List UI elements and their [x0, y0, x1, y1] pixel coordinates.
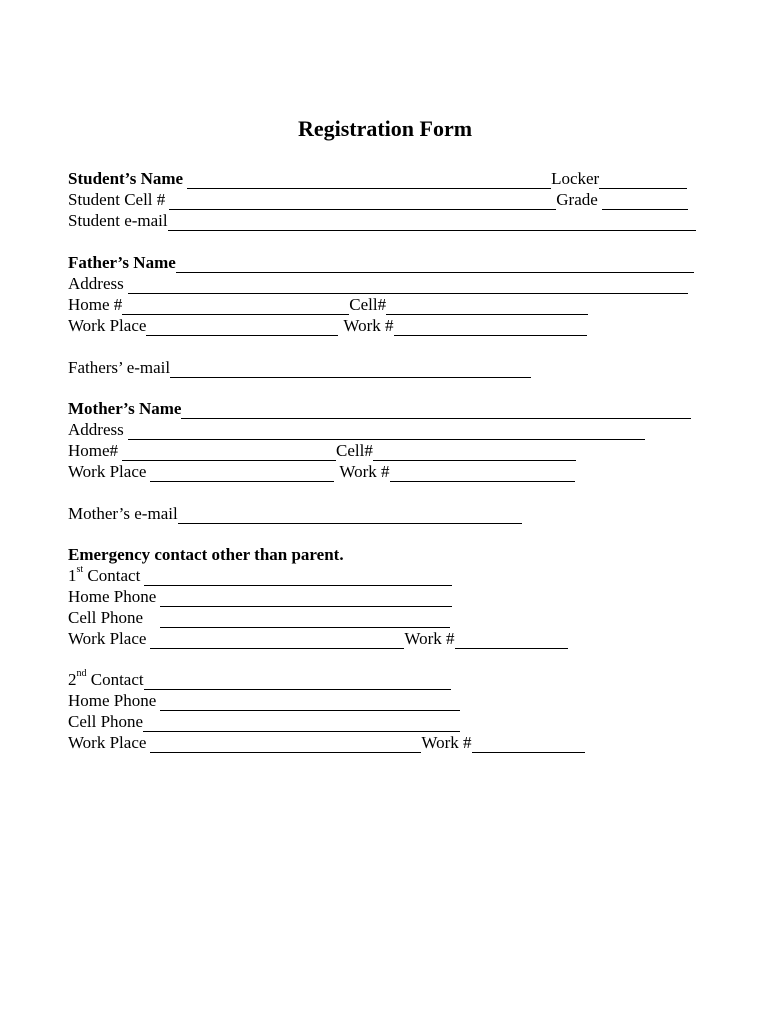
father-name-row: [68, 252, 694, 273]
student-name-field[interactable]: [187, 173, 551, 189]
contact1-row: [68, 565, 452, 586]
father-work-row: [68, 315, 587, 336]
contact1-work-row: [68, 628, 568, 649]
student-cell-label: Student Cell #: [68, 190, 166, 209]
mother-work-place-field[interactable]: [150, 466, 334, 482]
contact1-home-phone-label: Home Phone: [68, 587, 157, 606]
contact2-work-row: [68, 732, 585, 753]
contact2-row: [68, 669, 451, 690]
mother-work-place-label: Work Place: [68, 462, 147, 481]
father-work-place-label: Work Place: [68, 316, 147, 335]
contact2-cell-row: [68, 711, 460, 732]
mother-email-label: Mother’s e-mail: [68, 504, 178, 523]
father-address-field[interactable]: [128, 278, 688, 294]
contact1-work-field[interactable]: [455, 633, 568, 649]
mother-address-label: Address: [68, 420, 124, 439]
contact1-cell-phone-field[interactable]: [160, 612, 450, 628]
contact2-contact-text: Contact: [90, 670, 144, 689]
father-cell-field[interactable]: [386, 299, 588, 315]
mother-address-field[interactable]: [128, 424, 645, 440]
emergency-heading: Emergency contact other than parent.: [68, 545, 344, 564]
mother-address-row: [68, 419, 645, 440]
contact2-field[interactable]: [144, 674, 451, 690]
contact1-ordinal: st: [76, 564, 84, 576]
student-email-field[interactable]: [168, 215, 696, 231]
grade-field[interactable]: [602, 194, 688, 210]
father-name-label: Father’s Name: [68, 253, 176, 272]
contact1-contact-text: Contact: [87, 566, 141, 585]
father-email-field[interactable]: [170, 362, 531, 378]
mother-phone-row: [68, 440, 576, 461]
contact2-cell-phone-field[interactable]: [143, 716, 460, 732]
mother-name-field[interactable]: [181, 403, 691, 419]
father-email-row: [68, 357, 531, 378]
locker-field[interactable]: [599, 173, 687, 189]
mother-name-label: Mother’s Name: [68, 399, 182, 418]
mother-home-field[interactable]: [122, 445, 336, 461]
student-cell-field[interactable]: [169, 194, 556, 210]
contact1-work-label: Work #: [404, 629, 455, 648]
contact2-number: 2: [68, 670, 77, 689]
contact1-number: 1: [68, 566, 77, 585]
contact2-ordinal: nd: [76, 668, 87, 680]
contact1-field[interactable]: [144, 570, 452, 586]
mother-email-row: [68, 503, 522, 524]
contact2-home-phone-field[interactable]: [160, 695, 460, 711]
form-title: Registration Form: [297, 116, 473, 141]
mother-work-label: Work #: [339, 462, 390, 481]
father-work-place-field[interactable]: [146, 320, 338, 336]
contact2-label: [68, 669, 144, 690]
mother-name-row: [68, 398, 691, 419]
student-cell-row: [68, 189, 688, 210]
contact2-work-place-field[interactable]: [150, 737, 421, 753]
student-email-label: Student e-mail: [68, 211, 168, 230]
father-home-label: Home #: [68, 295, 123, 314]
student-name-row: [68, 168, 687, 189]
contact1-home-phone-field[interactable]: [160, 591, 452, 607]
contact1-cell-phone-label: Cell Phone: [68, 608, 144, 627]
student-name-label: Student’s Name: [68, 169, 184, 188]
contact1-work-place-field[interactable]: [150, 633, 404, 649]
contact1-label: [68, 565, 140, 586]
contact2-home-phone-label: Home Phone: [68, 691, 157, 710]
mother-work-row: [68, 461, 575, 482]
contact1-home-row: [68, 586, 452, 607]
contact1-cell-row: [68, 607, 450, 628]
mother-work-field[interactable]: [390, 466, 575, 482]
contact2-cell-phone-label: Cell Phone: [68, 712, 144, 731]
mother-email-field[interactable]: [178, 508, 522, 524]
father-email-label: Fathers’ e-mail: [68, 358, 171, 377]
contact2-work-field[interactable]: [472, 737, 585, 753]
contact1-work-place-label: Work Place: [68, 629, 147, 648]
father-address-row: [68, 273, 688, 294]
emergency-heading-row: [68, 544, 344, 565]
mother-cell-label: Cell#: [336, 441, 373, 460]
father-work-field[interactable]: [394, 320, 587, 336]
mother-home-label: Home#: [68, 441, 119, 460]
grade-label: Grade: [556, 190, 598, 209]
contact2-work-place-label: Work Place: [68, 733, 147, 752]
student-email-row: [68, 210, 696, 231]
mother-cell-field[interactable]: [373, 445, 576, 461]
contact2-work-label: Work #: [421, 733, 472, 752]
locker-label: Locker: [551, 169, 600, 188]
father-phone-row: [68, 294, 588, 315]
contact2-home-row: [68, 690, 460, 711]
father-address-label: Address: [68, 274, 124, 293]
father-home-field[interactable]: [122, 299, 349, 315]
father-work-label: Work #: [343, 316, 394, 335]
father-name-field[interactable]: [176, 257, 694, 273]
father-cell-label: Cell#: [349, 295, 387, 314]
